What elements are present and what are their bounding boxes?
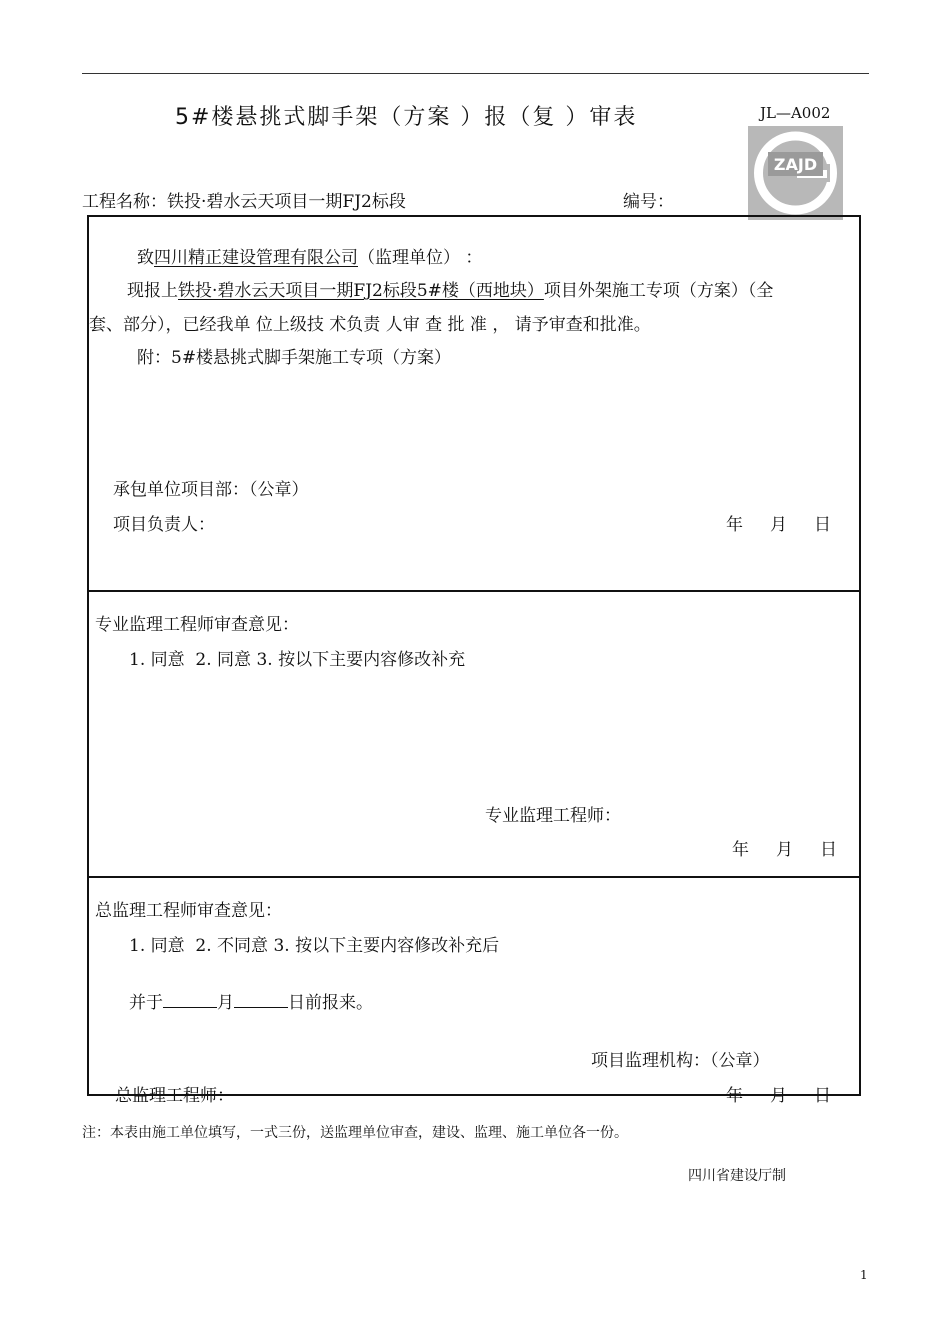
review-table	[87, 215, 861, 1106]
project-manager: 项目负责人：	[113, 515, 215, 535]
resubmit-month-blank[interactable]	[163, 989, 217, 1008]
submission-suffix: 项目外架施工专项（方案）（全	[543, 281, 774, 301]
contractor-seal: 承包单位项目部：（公章）	[113, 480, 309, 500]
submission-line-2: 套、部分），已经我单 位上级技 术负责 人审 查 批 准 ， 请予审查和批准。	[89, 315, 651, 335]
chief-signer: 总监理工程师：	[115, 1086, 234, 1106]
date-3: 年 月 日	[725, 1086, 831, 1106]
resubmit-day-blank[interactable]	[234, 989, 288, 1008]
form-code: JL—A002	[760, 104, 831, 122]
page-number: 1	[860, 1268, 868, 1282]
specialist-options: 1. 同意 2. 同意 3. 按以下主要内容修改补充	[129, 650, 466, 670]
resubmit-suffix: 日前报来。	[288, 993, 373, 1013]
resubmit-line	[129, 988, 373, 1013]
resubmit-month: 月	[217, 993, 234, 1013]
project-name: 铁投·碧水云天项目一期FJ2标段	[167, 192, 406, 212]
project-label: 工程名称：	[82, 192, 167, 212]
date-1: 年 月 日	[725, 515, 831, 535]
top-rule	[82, 73, 869, 74]
issuer: 四川省建设厅制	[688, 1168, 786, 1184]
zajd-logo-icon	[748, 126, 843, 220]
footer-note: 注：本表由施工单位填写，一式三份，送监理单位审查，建设、监理、施工单位各一份。	[82, 1125, 628, 1141]
addressee-prefix: 致	[137, 248, 154, 268]
specialist-opinion-heading: 专业监理工程师审查意见：	[95, 615, 299, 635]
submission-line-1	[127, 276, 773, 301]
chief-opinion-heading: 总监理工程师审查意见：	[95, 901, 282, 921]
number-label: 编号：	[623, 192, 674, 212]
supervision-org-seal: 项目监理机构：（公章）	[591, 1051, 770, 1071]
divider-2	[89, 876, 859, 878]
form-title: 5#楼悬挑式脚手架（方案 ）报（复 ）审表	[175, 105, 638, 130]
submission-project: 铁投·碧水云天项目一期FJ2标段5#楼（西地块）	[178, 281, 544, 301]
addressee-suffix: （监理单位） ：	[358, 248, 483, 268]
specialist-signer: 专业监理工程师：	[485, 806, 621, 826]
resubmit-prefix: 并于	[129, 993, 163, 1013]
divider-1	[89, 590, 859, 592]
chief-options: 1. 同意 2. 不同意 3. 按以下主要内容修改补充后	[129, 936, 500, 956]
attachment-line: 附：5#楼悬挑式脚手架施工专项（方案）	[137, 348, 452, 368]
submission-prefix: 现报上	[127, 281, 178, 301]
project-line	[82, 187, 406, 212]
supervisor-company: 四川精正建设管理有限公司	[154, 248, 358, 268]
date-2: 年 月 日	[731, 840, 837, 860]
logo-text: ZAJD	[773, 155, 818, 174]
addressee-line	[137, 243, 482, 268]
